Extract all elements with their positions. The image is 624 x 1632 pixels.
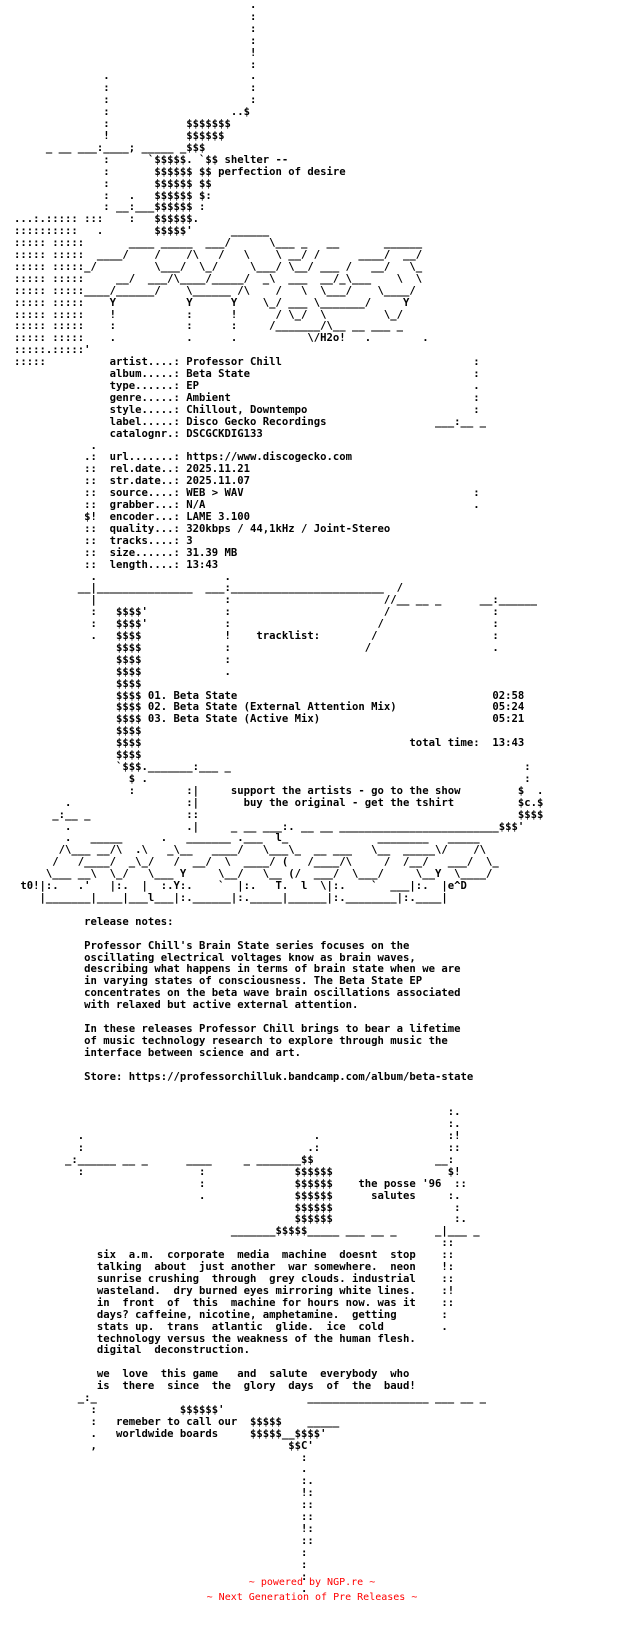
- nfo-text: . : : : ! : . . : : : : : ..$ : $$$$$$$ ! $$$$$$ _ __ ___:____; _____ _$$$ : `$$$$$. `$$ shelter -- : $$$$$$ $$ perfection of desire : $$$$$$ $$ : . $$$$$$ $: : __:___$$$$$$ : ...:.::::: ::: : $$$$$$. :::::::::: . $$$$$' ______ ::::: ::::: ____ _____ ___/ \___ _ __ ______ ::::: ::::: ____/ / /\ / \ \ __/ / ____/ __/ ::::: :::::_/ \___/ \_/ \___/ \__/ ___ / __/ \_ ::::: ::::: __/ ___/\____/_____/ _\ ___ __/_\___ \ \ ::::: :::::____/______/ \______ /\ / \ \___/ \____/ ::::: ::::: Y Y Y \_/ ___ \_______/ Y ::::: ::::: ! : ! / \_/ \ \_/ ::::: ::::: : : : /_______/\__ __ ___ _ ::::: ::::: . . . \/H2o! . . :::::.:::::' ::::: artist....: Professor Chill : album.....: Beta State : type......: EP . genre.....: Ambient : style.....: Chillout, Downtempo : label.....: Disco Gecko Recordings ___:__ _ catalognr.: DSCGCKDIG133 . .: url.......: https://www.discogecko.com :: rel.date..: 2025.11.21 :: str.date..: 2025.11.07 :: source....: WEB > WAV : :: grabber...: N/A . $! encoder...: LAME 3.100 :: quality...: 320kbps / 44,1kHz / Joint-Stereo :: tracks....: 3 :: size......: 31.39 MB :: length....: 13:43 . . __|_______________ ___:________________________ / | : //__ __ _ __:______ : $$$$' : / : : $$$$' : / : . $$$$ ! tracklist: / : $$$$ : / . $$$$ : $$$$ . $$$$ $$$$ 01. Beta State 02:58 $$$$ 02. Beta State (External Attention Mix) 05:24 $$$$ 03. Beta State (Active Mix) 05:21 $$$$ $$$$ total time: 13:43 $$$$ `$$$._______:___ _ : $ . : : :| support the artists - go to the show $ . . :| buy the original - get the tshirt $c.$ _:__ _ :: $$$$ . .| _ __ ___:. __ __ _________________________$$$' . _____ . _______ .___ l_ ________ _____ /\___ __/\ .\ _\__ ____/ \___\_ __ ___ \__ _____\/ /\ / /____/ _\_/ / __/ \ ____/ ( /____/\ / /__/ ___/ \_ \___ __\ \_/ \___ Y \__/ \__ (/ ___/ \___/ \__Y \____/ t0!|:. .' |:. | :.Y:. ` |:. T. l \|:. ` ___|:. |e^D |_______|____|___l___|:.______|:._____|______|:.________|:.____| release notes: Professor Chill's Brain State series focuses on the oscillating electrical voltages know as brain waves, describing what happens in terms of brain state when we are in varying states of consciousness. The Beta State EP concentrates on the beta wave brain oscillations associated with relaxed but active external attention. In these releases Professor Chill brings to bear a lifetime of music technology research to explore through music the interface between science and art. Store: https://professorchilluk.bandcamp.com/album/beta-state :. :. . . :! : .: :: _:______ __ _ ____ _ _______$$ __: : : $$$$$$ $! : $$$$$$ the posse '96 :: . $$$$$$ salutes :. $$$$$$ : $$$$$$ :. _______$$$$$_____ ___ __ _ _|___ _ :: six a.m. corporate media machine doesnt stop :: talking about just another war somewhere. neon !: sunrise crushing through grey clouds. industrial :: wasteland. dry burned eyes mirroring white lines. :! in front of this machine for hours now. was it :: days? caffeine, nicotine, amphetamine. getting : stats up. trans atlantic glide. ice cold . technology versus the weakness of the human flesh. digital deconstruction. we love this game and salute everybody who is there since the glory days of the baud! _:_ ___________________ ___ __ _ : $$$$$$' : remeber to call our $$$$$ _____ . worldwide boards $$$$$__$$$$' , $$C' : . :. !: :: :: !: :: : : : .: [14, 0, 544, 1595]
- footer-next-generation: ~ Next Generation of Pre Releases ~: [206, 1592, 418, 1603]
- footer-powered-by: ~ powered by NGP.re ~: [248, 1577, 376, 1588]
